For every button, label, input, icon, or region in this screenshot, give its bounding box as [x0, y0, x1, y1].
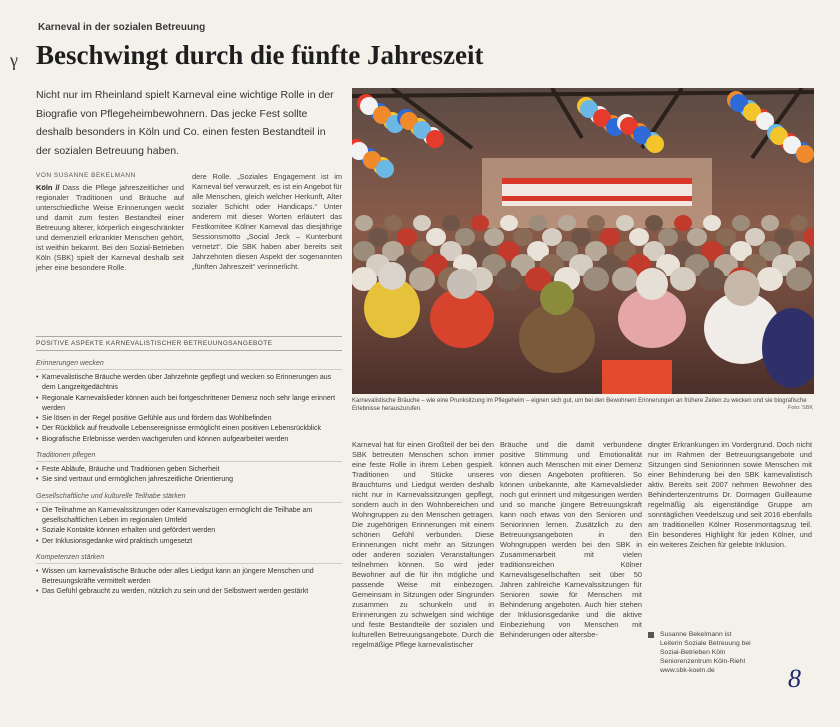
audience-head — [674, 215, 692, 231]
audience-head — [612, 267, 638, 291]
info-section-list — [36, 506, 342, 547]
body-text: Dass die Pflege jahreszeitlicher und regionaler Traditionen und Bräuche auf unterschiedliche Weise Erinnerungen weckt und damit zum festen Bestandteil einer Betreuung älterer, körperlich eingeschränkter und demenziell erkrankter Menschen gehört, ist weithin bekannt. Bei den Sozial-Betrieben Köln (SBK) spielt der Karneval deshalb seit jeher eine besondere Rolle. — [36, 183, 184, 272]
info-list-item: • Karnevalistische Bräuche werden über Jahrzehnte gepflegt und wecken so Erinnerungen aus dem Langzeitgedächtnis — [36, 373, 342, 394]
audience-head — [790, 215, 808, 231]
article-lead: Nicht nur im Rheinland spielt Karneval eine wichtige Rolle in der Biografie von Pflegeheimbewohnern. Das jecke Fest sollte deshalb besonders in Köln und Co. einen festen Bestandteil in der sozialen Betreuung haben. — [36, 89, 334, 157]
photo-credit: Foto: SBK — [788, 405, 814, 411]
author-role: Leiterin Soziale Betreuung bei — [660, 640, 751, 647]
info-list-item: • Sie lösen in der Regel positive Gefühle aus und fördern das Wohlbefinden — [36, 414, 342, 424]
carnival-hall-photo — [352, 88, 814, 394]
body-column-5: dingter Erkrankungen im Vordergrund. Doch nicht nur im Rahmen der Betreuungsangebote und Sitzungen sind Seniorinnen sowie Menschen mit einer Behinderung bei den SBK karnevalistisch aktiv. Bereits seit 2007 nehmen Bewohner des Behindertenzentrums Dr. Dormagen Guilleaume regelmäßig als eigenständige Gruppe am sonntäglichen Veedelszug und seit 2016 ebenfalls am traditionellen Kölner Rosenmontagszug teil. Ein besonderes Highlight für jeden Kölner, und ein weiteres Zeichen für gelebte Inklusion. — [648, 440, 812, 549]
info-section-heading: Gesellschaftliche und kulturelle Teilhabe stärken — [36, 490, 342, 503]
audience-head — [732, 215, 750, 231]
handwritten-margin-mark: γ — [10, 50, 18, 70]
author-box — [648, 630, 808, 675]
info-list-item: • Feste Abläufe, Bräuche und Traditionen geben Sicherheit — [36, 465, 342, 475]
audience-head — [786, 267, 812, 291]
author-name: Susanne Bekelmann ist — [660, 631, 732, 638]
photo-illustration — [352, 88, 814, 394]
audience-head — [587, 215, 605, 231]
body-column-4: Bräuche und die damit verbundene positive Stimmung und Emotionalität können auch Menschen mit einer Demenz von diesen Angeboten profitieren. So können unbekannte, alte Karnevalslieder noch gut erinnert und mitgesungen werden und so manche jüngere Betreuungskraft kann noch etwas von den Senioren und Seniorinnen lernen. Zusätzlich zu den Betreuungsangeboten in den Wohngruppen werden bei den SBK in Zusammenarbeit mit vielen traditionsreichen Kölner Karnevalsgesellschaften seit über 50 Jahren zahlreiche Karnevalssitzungen für Senioren sowie für Menschen mit Behinderung angeboten. Auch hier stehen der Inklusionsgedanke und die aktive Einbeziehung von Menschen mit Behinderungen oder altersbe- — [500, 440, 642, 639]
audience-head — [500, 215, 518, 231]
audience-head — [558, 215, 576, 231]
info-list-item: • Biografische Erlebnisse werden wachgerufen und können aufgearbeitet werden — [36, 435, 342, 445]
audience-head — [413, 215, 431, 231]
audience-head — [442, 215, 460, 231]
section-kicker: Karneval in der sozialen Betreuung — [38, 22, 206, 33]
audience-head — [355, 215, 373, 231]
body-column-3: Karneval hat für einen Großteil der bei den SBK betreuten Menschen schon immer eine feste Rolle in ihrem Leben gespielt. Traditionen und Stücke unseres Brauchtums und Liedgut werden deshalb nicht nur in Karnevalssitzungen gepflegt, sondern auch in den Wohnbereichen und Wohngruppen zu den Menschen getragen. Die zugehörigen Erinnerungen mit einem schönen Gefühl verbunden. Diese Erinnerungen nicht mehr an Sitzungen oder anderen sozialen Veranstaltungen teilnehmen können. So wird jeder Bewohner auf die für ihn mögliche und passende Weise mit einbezogen. Gemeinsam in Sitzungen oder Singrunden zusammen zu schunkeln und in Erinnerungen zu schwelgen sind wichtige und feste Bestandteile der sozialen und kulturellen Betreuungsangebote. Durch die regelmäßige Pflege karnevalistischer — [352, 440, 494, 649]
info-box-title: POSITIVE ASPEKTE KARNEVALISTISCHER BETREUUNGSANGEBOTE — [36, 336, 342, 351]
balloon — [376, 160, 394, 178]
info-list-item: • Der Rückblick auf freudvolle Lebensereignisse ermöglicht einen positiven Lebensrückblick — [36, 424, 342, 434]
audience-head — [616, 215, 634, 231]
info-list-item: • Soziale Kontakte können erhalten und gefördert werden — [36, 526, 342, 536]
page-number: 8 — [788, 664, 801, 693]
author-org: Sozial-Betrieben Köln — [660, 649, 726, 656]
audience-head — [496, 267, 522, 291]
info-section-list — [36, 567, 342, 598]
audience-head — [699, 267, 725, 291]
author-facility: Seniorenzentrum Köln-Riehl — [660, 658, 746, 665]
audience-head — [471, 215, 489, 231]
info-list-item: • Die Teilnahme an Karnevalssitzungen oder Karnevalszügen ermöglicht die Teilhabe am gesellschaftlichen Leben im regionalen Umfeld — [36, 506, 342, 527]
byline: VON SUSANNE BEKELMANN — [36, 172, 136, 179]
audience-head — [384, 215, 402, 231]
audience-head — [529, 215, 547, 231]
dateline: Köln // — [36, 183, 60, 192]
audience-head — [670, 267, 696, 291]
balloon — [796, 145, 814, 163]
author-bullet-icon — [648, 632, 654, 638]
audience-head — [409, 267, 435, 291]
info-section-list — [36, 465, 342, 486]
audience-head — [645, 215, 663, 231]
audience-head — [703, 215, 721, 231]
article-headline: Beschwingt durch die fünfte Jahreszeit — [36, 40, 484, 70]
balloon — [426, 130, 444, 148]
info-list-item: • Das Gefühl gebraucht zu werden, nützlich zu sein und der Selbstwert werden gestärkt — [36, 587, 342, 597]
author-website: www.sbk-koeln.de — [660, 667, 715, 674]
info-list-item: • Sie sind vertraut und ermöglichen jahreszeitliche Orientierung — [36, 475, 342, 485]
info-list-item: • Wissen um karnevalistische Bräuche oder alles Liedgut kann an jüngere Menschen und Betreuungskräfte vermittelt werden — [36, 567, 342, 588]
body-column-2: dere Rolle. „Soziales Engagement ist im Karneval tief verwurzelt, es ist ein Angebot für alle Menschen, gleich welcher Herkunft, Alter sozialer Schicht oder Handicaps.“ Unter anderem mit dieser Worten erläutert das Festkomitee Kölner Karneval das diesjährige Sessionsmotto „Social Jeck – Kunterbunt vernetzt“. Die SBK haben aber bereits seit Jahrzehnten diesen Aspekt der sogenannten „fünften Jahreszeit“ verinnerlicht. — [192, 172, 342, 271]
audience-head — [757, 267, 783, 291]
info-list-item: • Der Inklusionsgedanke wird praktisch umgesetzt — [36, 537, 342, 547]
audience-head — [583, 267, 609, 291]
info-list-item: • Regionale Karnevalslieder können auch bei fortgeschrittener Demenz noch sehr lange erinnert werden — [36, 394, 342, 415]
balloon — [646, 135, 664, 153]
stage-performers — [502, 178, 692, 206]
info-section-heading: Erinnerungen wecken — [36, 357, 342, 370]
info-box-sections — [36, 357, 342, 598]
info-box — [36, 336, 342, 602]
photo-caption: Karnevalistische Bräuche – wie eine Prunksitzung im Pflegeheim – eignen sich gut, um bei den Bewohnern Erinnerungen an frühere Zeiten zu wecken und sie biografische Erlebnisse herauszurufen. — [352, 398, 807, 412]
audience-head — [761, 215, 779, 231]
info-section-list — [36, 373, 342, 445]
info-section-heading: Traditionen pflegen — [36, 449, 342, 462]
body-column-1 — [36, 183, 184, 329]
info-section-heading: Kompetenzen stärken — [36, 551, 342, 564]
